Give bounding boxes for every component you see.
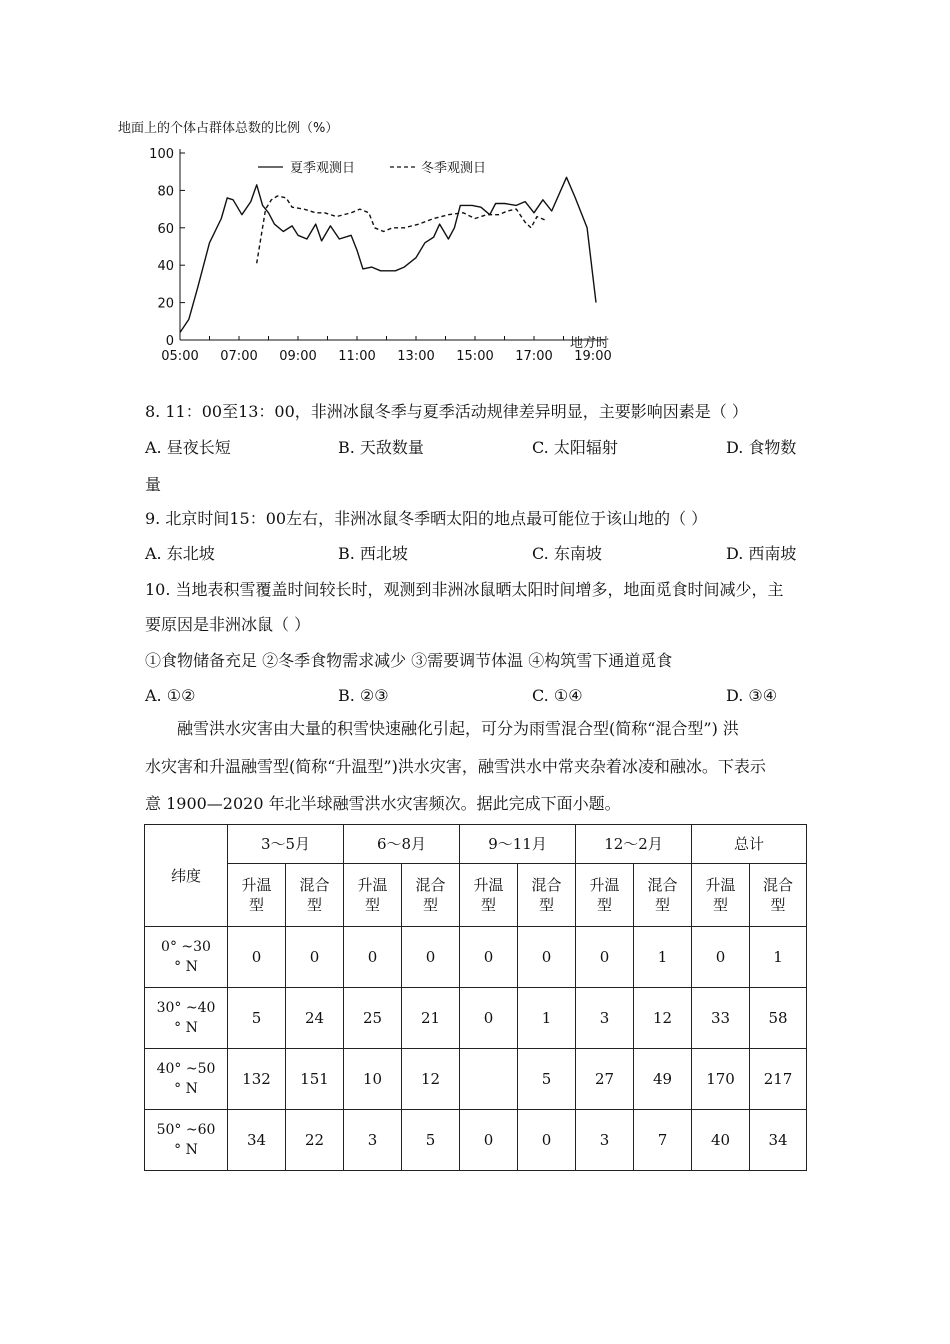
value-cell: 22 (286, 1110, 344, 1171)
chart-axes (149, 147, 612, 364)
type-header-text: 型 (306, 896, 322, 914)
latitude-text: ° N (174, 959, 198, 975)
y-tick-label: 100 (149, 147, 174, 162)
value-cell: 1 (750, 927, 807, 988)
question-10-stem-line1: 10. 当地表积雪覆盖时间较长时，观测到非洲冰鼠晒太阳时间增多，地面觅食时间减少，主 (145, 580, 784, 599)
legend-label-winter: 冬季观测日 (421, 161, 487, 176)
y-tick-label: 0 (165, 334, 174, 349)
season-header: 12～2月 (576, 825, 692, 864)
latitude-cell (145, 1049, 228, 1110)
table-row (145, 1049, 807, 1110)
value-cell: 0 (402, 927, 460, 988)
q9-option-c: C. 东南坡 (532, 544, 602, 563)
latitude-text: 30° ~40 (156, 1000, 216, 1016)
snowmelt-flood-table (144, 824, 807, 1171)
value-cell: 217 (750, 1049, 807, 1110)
type-header-mixed (750, 864, 807, 927)
season-header: 6～8月 (344, 825, 460, 864)
latitude-text: ° N (174, 1142, 198, 1158)
passage-line-2: 水灾害和升温融雪型(简称“升温型”)洪水灾害，融雪洪水中常夹杂着冰凌和融冰。下表示 (145, 757, 766, 776)
question-10-choices: ①食物储备充足 ②冬季食物需求减少 ③需要调节体温 ④构筑雪下通道觅食 (145, 651, 673, 670)
latitude-text: 0° ~30 (161, 939, 211, 955)
q8-option-b: B. 天敌数量 (338, 438, 424, 457)
type-header-text: 型 (770, 896, 786, 914)
latitude-cell (145, 927, 228, 988)
chart-legend (258, 161, 486, 176)
legend-label-summer: 夏季观测日 (290, 161, 356, 176)
value-cell: 49 (634, 1049, 692, 1110)
type-header-row (145, 864, 807, 927)
type-header-mixed (286, 864, 344, 927)
y-tick-label: 80 (157, 184, 174, 200)
question-8-stem: 8. 11：00至13：00，非洲冰鼠冬季与夏季活动规律差异明显，主要影响因素是（ ） (145, 402, 748, 421)
x-tick-label: 09:00 (279, 349, 317, 364)
type-header-mixed (402, 864, 460, 927)
value-cell: 10 (344, 1049, 402, 1110)
season-header-total: 总计 (692, 825, 807, 864)
table-row (145, 988, 807, 1049)
table-row (145, 1110, 807, 1171)
type-header-mixed (634, 864, 692, 927)
activity-line-chart (115, 115, 635, 365)
value-cell: 0 (460, 927, 518, 988)
type-header-text: 升温 (357, 876, 388, 894)
x-tick-label: 19:00 (574, 349, 612, 364)
value-cell (460, 1049, 518, 1110)
value-cell: 34 (750, 1110, 807, 1171)
type-header-text: 型 (539, 896, 555, 914)
x-tick-label: 11:00 (338, 349, 376, 364)
question-10-stem-line2: 要原因是非洲冰鼠（ ） (145, 615, 311, 634)
value-cell: 5 (228, 988, 286, 1049)
value-cell: 3 (576, 1110, 634, 1171)
type-header-text: 混合 (763, 876, 794, 894)
value-cell: 1 (634, 927, 692, 988)
latitude-text: 50° ~60 (156, 1122, 216, 1138)
q10-option-c: C. ①④ (532, 686, 583, 705)
q8-option-d-wrap: 量 (145, 475, 162, 494)
q9-option-a: A. 东北坡 (145, 544, 215, 563)
value-cell: 3 (576, 988, 634, 1049)
value-cell: 34 (228, 1110, 286, 1171)
series-line-summer (180, 177, 596, 332)
value-cell: 0 (460, 988, 518, 1049)
type-header-text: 型 (597, 896, 613, 914)
latitude-cell (145, 1110, 228, 1171)
type-header-text: 型 (422, 896, 438, 914)
type-header-warming (344, 864, 402, 927)
value-cell: 5 (518, 1049, 576, 1110)
value-cell: 33 (692, 988, 750, 1049)
type-header-text: 混合 (531, 876, 562, 894)
type-header-text: 升温 (705, 876, 736, 894)
type-header-warming (228, 864, 286, 927)
x-tick-label: 07:00 (220, 349, 258, 364)
value-cell: 12 (402, 1049, 460, 1110)
latitude-text: ° N (174, 1081, 198, 1097)
q9-option-b: B. 西北坡 (338, 544, 408, 563)
q8-option-c: C. 太阳辐射 (532, 438, 618, 457)
q9-option-d: D. 西南坡 (726, 544, 797, 563)
season-header: 9～11月 (460, 825, 576, 864)
value-cell: 0 (344, 927, 402, 988)
value-cell: 40 (692, 1110, 750, 1171)
passage-line-3: 意 1900—2020 年北半球融雪洪水灾害频次。据此完成下面小题。 (145, 794, 621, 813)
x-tick-label: 05:00 (161, 349, 199, 364)
y-tick-label: 20 (157, 296, 174, 312)
type-header-text: 混合 (299, 876, 330, 894)
chart-xlabel: 地方时 (570, 336, 610, 351)
latitude-cell (145, 988, 228, 1049)
latitude-text: 40° ~50 (156, 1061, 216, 1077)
latitude-text: ° N (174, 1020, 198, 1036)
value-cell: 5 (402, 1110, 460, 1171)
value-cell: 132 (228, 1049, 286, 1110)
q8-option-a: A. 昼夜长短 (145, 438, 231, 457)
table-row (145, 927, 807, 988)
type-header-text: 混合 (415, 876, 446, 894)
question-9-stem: 9. 北京时间15：00左右，非洲冰鼠冬季晒太阳的地点最可能位于该山地的（ ） (145, 509, 708, 528)
type-header-text: 型 (713, 896, 729, 914)
type-header-text: 混合 (647, 876, 678, 894)
table-corner-latitude: 纬度 (145, 825, 228, 927)
type-header-warming (576, 864, 634, 927)
value-cell: 0 (518, 1110, 576, 1171)
value-cell: 151 (286, 1049, 344, 1110)
value-cell: 0 (518, 927, 576, 988)
value-cell: 0 (692, 927, 750, 988)
type-header-warming (460, 864, 518, 927)
value-cell: 21 (402, 988, 460, 1049)
y-tick-label: 60 (157, 221, 174, 237)
chart-ylabel: 地面上的个体占群体总数的比例（%） (118, 121, 339, 136)
type-header-text: 升温 (473, 876, 504, 894)
q10-option-b: B. ②③ (338, 686, 389, 705)
type-header-text: 升温 (241, 876, 272, 894)
type-header-text: 型 (480, 896, 496, 914)
series-line-winter (257, 196, 546, 263)
value-cell: 3 (344, 1110, 402, 1171)
type-header-warming (692, 864, 750, 927)
y-tick-label: 40 (157, 259, 174, 275)
value-cell: 0 (576, 927, 634, 988)
value-cell: 7 (634, 1110, 692, 1171)
value-cell: 0 (460, 1110, 518, 1171)
value-cell: 27 (576, 1049, 634, 1110)
type-header-text: 型 (655, 896, 671, 914)
x-tick-label: 17:00 (515, 349, 553, 364)
value-cell: 1 (518, 988, 576, 1049)
type-header-text: 型 (364, 896, 380, 914)
value-cell: 0 (286, 927, 344, 988)
passage-line-1: 融雪洪水灾害由大量的积雪快速融化引起，可分为雨雪混合型(简称“混合型”) 洪 (177, 719, 739, 738)
q8-option-d: D. 食物数 (726, 438, 797, 457)
season-header: 3～5月 (228, 825, 344, 864)
value-cell: 0 (228, 927, 286, 988)
x-tick-label: 15:00 (456, 349, 494, 364)
value-cell: 170 (692, 1049, 750, 1110)
value-cell: 12 (634, 988, 692, 1049)
x-tick-label: 13:00 (397, 349, 435, 364)
type-header-text: 升温 (589, 876, 620, 894)
q10-option-a: A. ①② (145, 686, 196, 705)
q10-option-d: D. ③④ (726, 686, 778, 705)
value-cell: 58 (750, 988, 807, 1049)
value-cell: 25 (344, 988, 402, 1049)
value-cell: 24 (286, 988, 344, 1049)
type-header-mixed (518, 864, 576, 927)
type-header-text: 型 (248, 896, 264, 914)
